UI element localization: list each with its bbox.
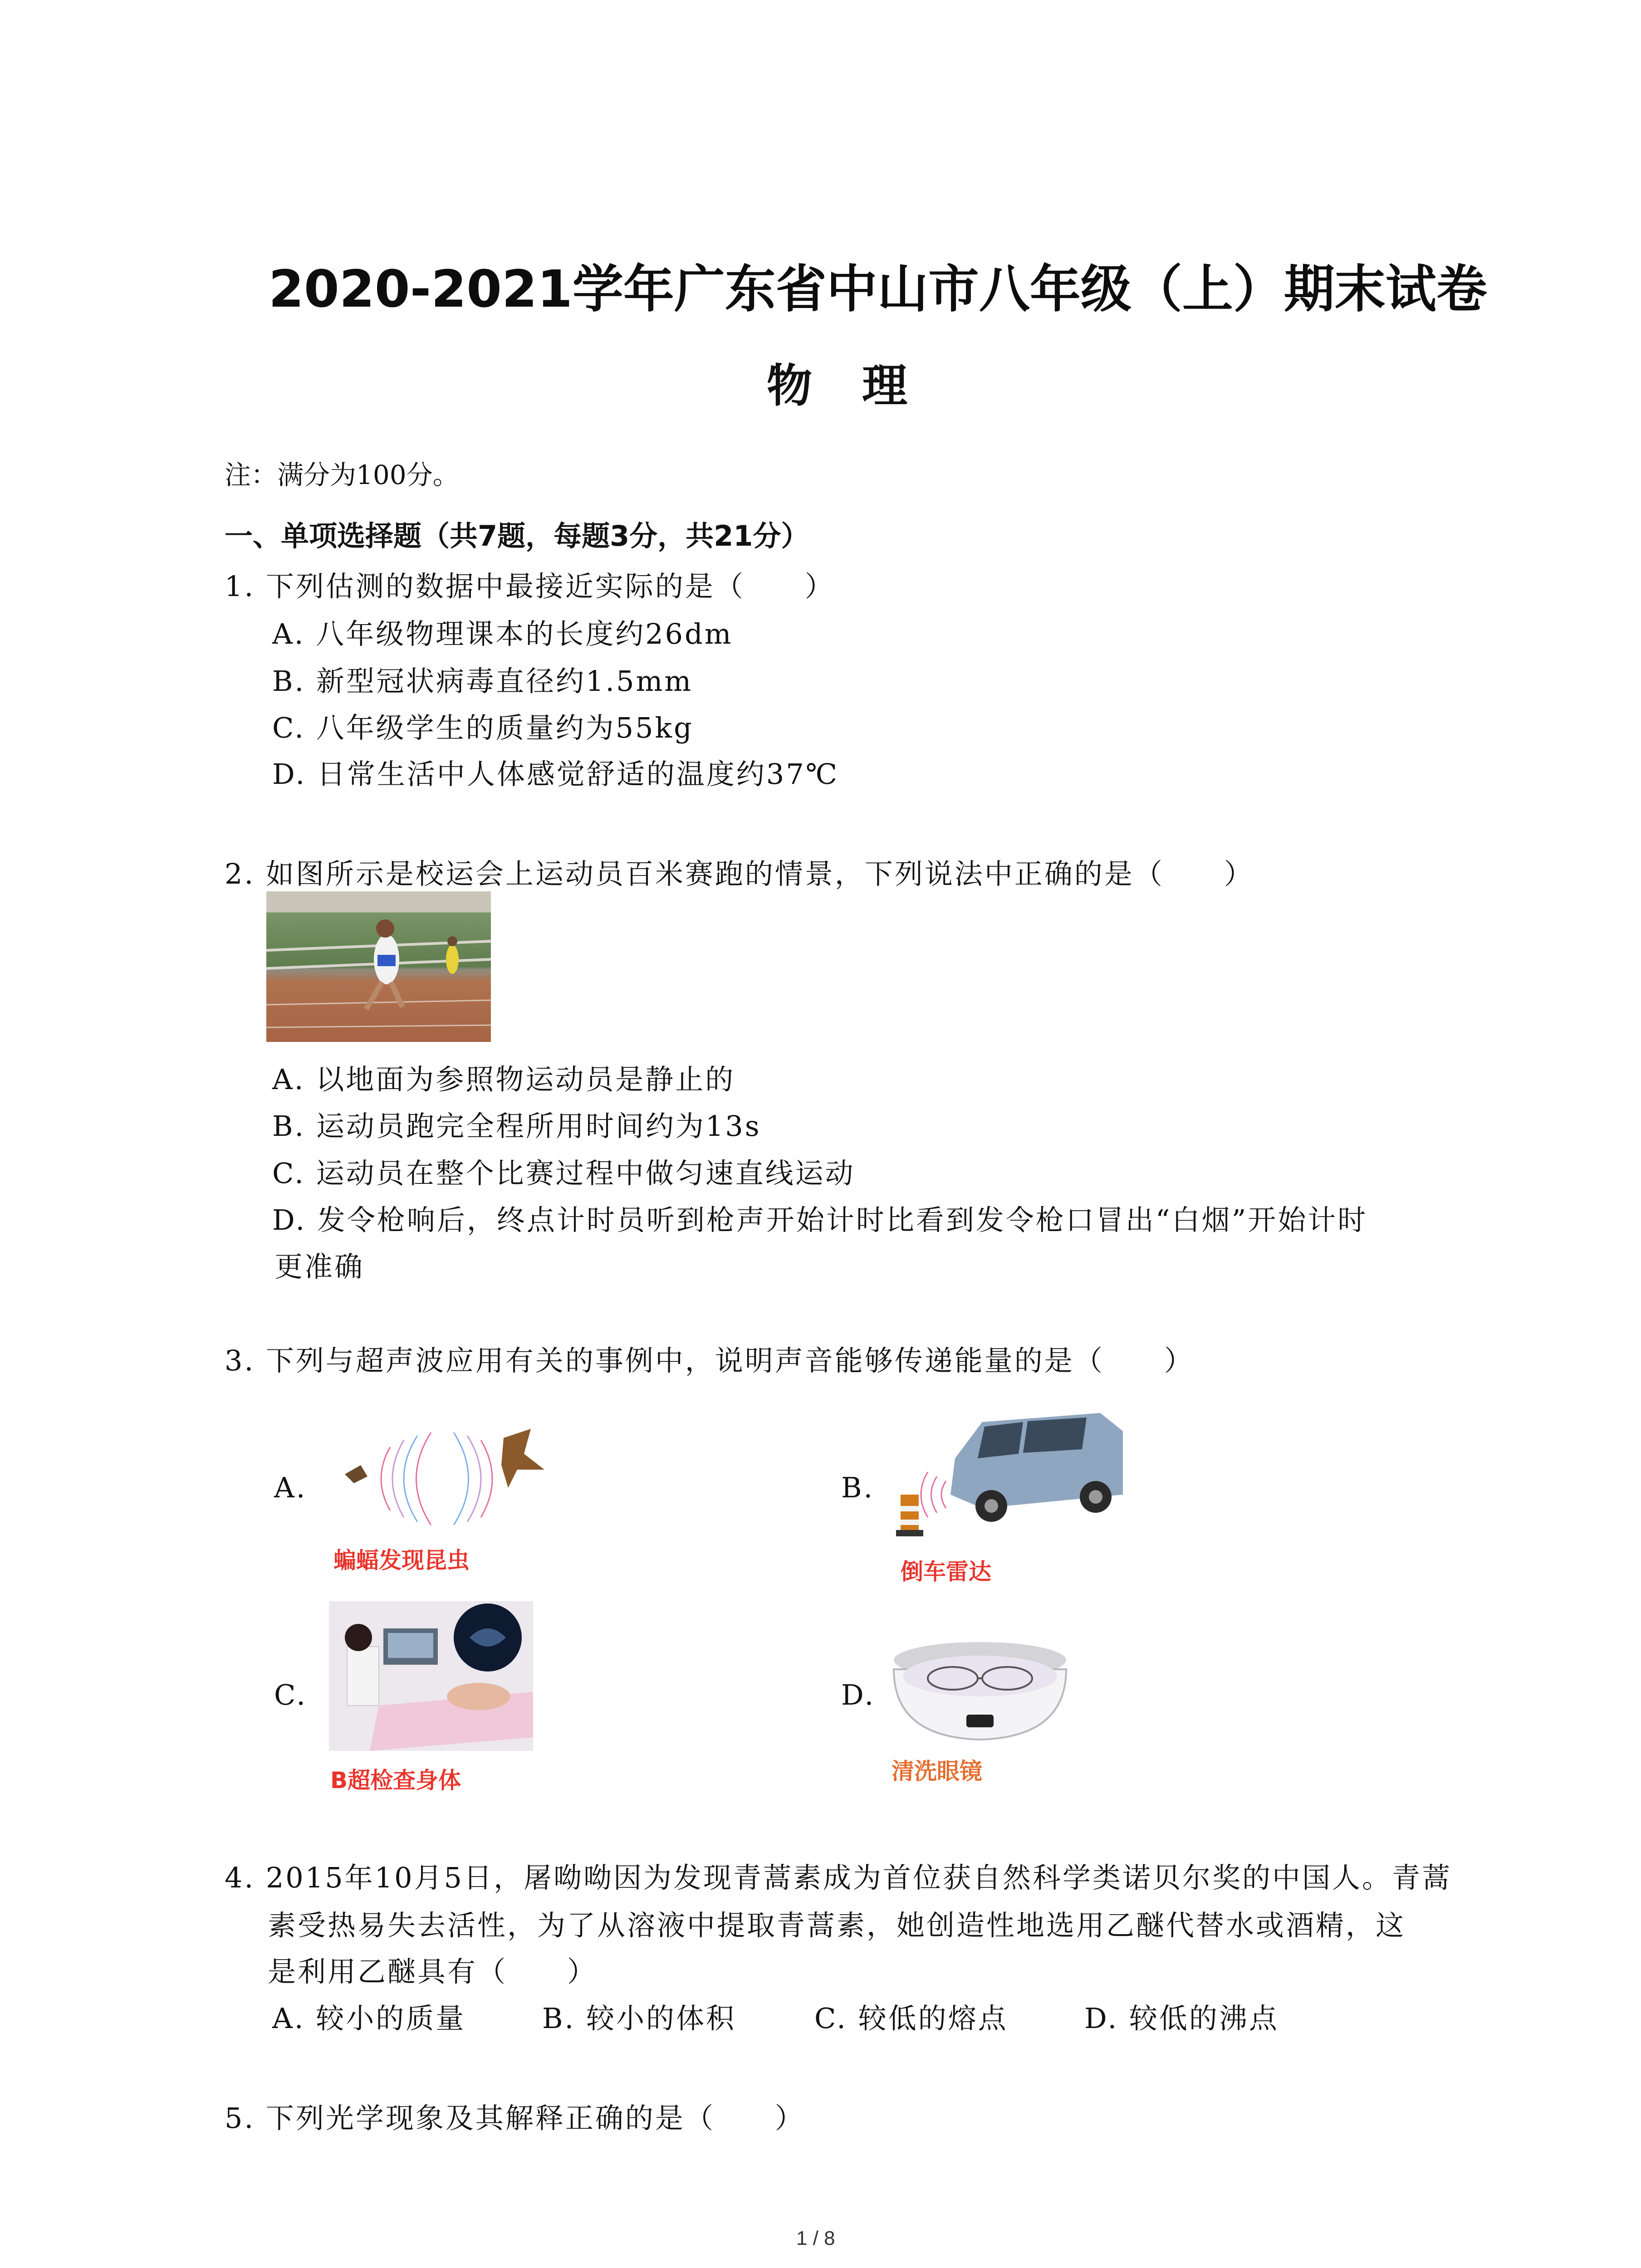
question-3-stem: 3. 下列与超声波应用有关的事例中，说明声音能够传递能量的是（ ） bbox=[225, 1344, 1194, 1377]
question-1-option-d: D. 日常生活中人体感觉舒适的温度约37℃ bbox=[272, 758, 839, 791]
question-4-option-b: B. 较小的体积 bbox=[542, 2002, 736, 2035]
score-note: 注：满分为100分。 bbox=[225, 459, 459, 490]
caption-reversing-radar: 倒车雷达 bbox=[901, 1559, 991, 1585]
caption-cleaning-glasses: 清洗眼镜 bbox=[892, 1758, 982, 1784]
question-3-letter-a: A. bbox=[274, 1471, 307, 1504]
question-4-option-c: C. 较低的熔点 bbox=[814, 2002, 1008, 2035]
question-3-letter-d: D. bbox=[841, 1678, 876, 1711]
question-4-line-3: 是利用乙醚具有（ ） bbox=[268, 1955, 598, 1988]
question-2-option-d-continued: 更准确 bbox=[274, 1250, 365, 1283]
caption-bat-finding-insects: 蝙蝠发现昆虫 bbox=[333, 1547, 470, 1574]
question-3-letter-b: B. bbox=[841, 1471, 875, 1504]
question-4-line-2: 素受热易失去活性，为了从溶液中提取青蒿素，她创造性地选用乙醚代替水或酒精，这 bbox=[268, 1909, 1406, 1942]
b-ultrasound-illustration bbox=[329, 1601, 533, 1751]
question-1-option-b: B. 新型冠状病毒直径约1.5mm bbox=[272, 665, 693, 698]
question-4-line-1: 4. 2015年10月5日，屠呦呦因为发现青蒿素成为首位获自然科学类诺贝尔奖的中国人。青蒿 bbox=[225, 1861, 1452, 1894]
section-heading: 一、单项选择题（共7题，每题3分，共21分） bbox=[225, 519, 809, 552]
question-3-letter-c: C. bbox=[274, 1678, 307, 1711]
sprint-race-photo bbox=[266, 891, 491, 1042]
reversing-radar-illustration bbox=[887, 1404, 1123, 1549]
caption-b-ultrasound: B超检查身体 bbox=[330, 1767, 461, 1794]
page-number: 1 / 8 bbox=[796, 2227, 835, 2249]
bat-echolocation-illustration bbox=[318, 1420, 554, 1538]
subject-title: 物理 bbox=[767, 359, 957, 412]
question-1-option-c: C. 八年级学生的质量约为55kg bbox=[272, 711, 694, 744]
question-4-option-a: A. 较小的质量 bbox=[272, 2002, 466, 2035]
question-2-stem: 2. 如图所示是校运会上运动员百米赛跑的情景，下列说法中正确的是（ ） bbox=[225, 857, 1254, 890]
question-1-option-a: A. 八年级物理课本的长度约26dm bbox=[272, 617, 733, 650]
question-2-option-a: A. 以地面为参照物运动员是静止的 bbox=[272, 1063, 735, 1096]
question-2-option-d: D. 发令枪响后，终点计时员听到枪声开始计时比看到发令枪口冒出“白烟”开始计时 bbox=[272, 1203, 1368, 1237]
question-2-option-b: B. 运动员跑完全程所用时间约为13s bbox=[272, 1110, 761, 1143]
ultrasonic-glasses-cleaner-illustration bbox=[885, 1633, 1075, 1746]
question-5-stem: 5. 下列光学现象及其解释正确的是（ ） bbox=[225, 2102, 805, 2135]
question-4-option-d: D. 较低的沸点 bbox=[1084, 2002, 1279, 2035]
page-title: 2020-2021学年广东省中山市八年级（上）期末试卷 bbox=[269, 260, 1487, 319]
question-2-option-c: C. 运动员在整个比赛过程中做匀速直线运动 bbox=[272, 1157, 855, 1190]
question-1-stem: 1. 下列估测的数据中最接近实际的是（ ） bbox=[225, 570, 835, 603]
